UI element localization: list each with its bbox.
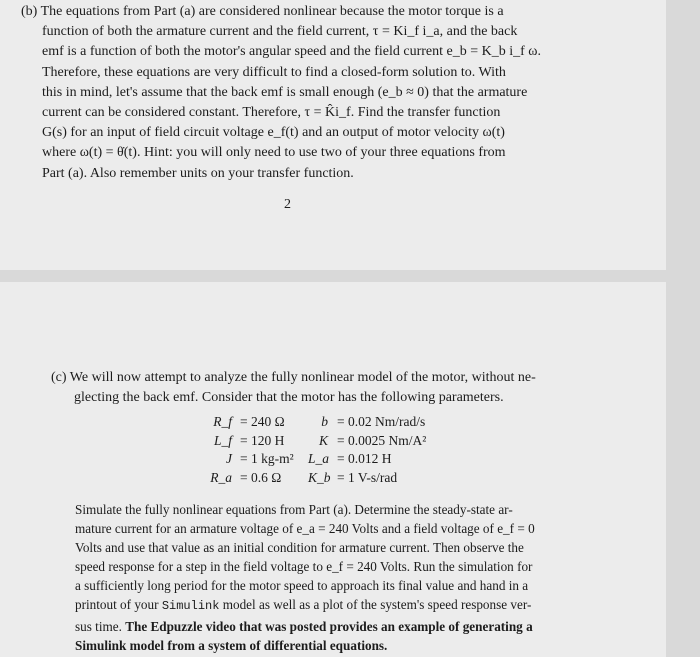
param-symbol: K_b: [308, 469, 331, 485]
part-b-line-7: G(s) for an input of field circuit voltage e_f(t) and an output of motor velocity ω(t): [42, 125, 505, 141]
simulink-code-word: Simulink: [161, 599, 220, 614]
param-symbol: J: [226, 451, 232, 466]
sim-line-3: Volts and use that value as an initial condition for armature current. Then observe the: [75, 540, 524, 556]
part-b-line-5: this in mind, let's assume that the back emf is small enough (e_b ≈ 0) that the armature: [42, 84, 528, 100]
param-value: = 1 V-s/rad: [337, 469, 398, 485]
sim-line-6: [75, 595, 587, 616]
part-c-simulation-text: [75, 500, 587, 655]
param-symbol: b: [321, 414, 328, 429]
part-c-intro-line-2: glecting the back emf. Consider that the motor has the following parameters.: [74, 390, 504, 406]
part-b-line-4: Therefore, these equations are very difficult to find a closed-form solution to. With: [42, 64, 506, 80]
param-value: = 0.0025 Nm/A²: [337, 432, 427, 448]
part-b-line-8: where ω(t) = θ̇(t). Hint: you will only need to use two of your three equations from: [42, 145, 506, 161]
param-value: = 240 Ω: [240, 414, 285, 429]
sim-line-6-end: model as well as a plot of the system's speed response ver-: [219, 597, 532, 613]
param-value: = 0.02 Nm/rad/s: [337, 414, 426, 429]
param-symbol: R_f: [213, 414, 232, 429]
part-b-line-9: Part (a). Also remember units on your transfer function.: [42, 165, 354, 181]
sim-line-6-start: printout of your: [75, 597, 162, 613]
param-symbol: K: [318, 432, 328, 448]
part-b-line-1: (b) The equations from Part (a) are considered nonlinear because the motor torque is a: [21, 4, 504, 19]
sim-line-7: [75, 617, 587, 636]
part-b-line-2: function of both the armature current and the field current, τ = Ki_f i_a, and the back: [42, 24, 518, 40]
sim-line-2: mature current for an armature voltage of e_a = 240 Volts and a field voltage of e_f = 0: [75, 521, 535, 537]
param-value: = 0.012 H: [337, 451, 392, 466]
sim-line-8: Simulink model from a system of differential equations.: [75, 637, 388, 653]
sim-line-5: a sufficiently long period for the motor speed to approach its final value and hand in a: [75, 578, 529, 594]
sim-line-1: Simulate the fully nonlinear equations from Part (a). Determine the steady-state ar-: [75, 502, 513, 517]
sim-line-4: speed response for a step in the field voltage to e_f = 240 Volts. Run the simulation for: [75, 559, 533, 575]
param-symbol: L_a: [308, 451, 330, 466]
param-value: = 1 kg-m²: [240, 451, 294, 466]
part-c-intro: [51, 368, 591, 408]
part-b-line-3: emf is a function of both the motor's angular speed and the field current e_b = K_b i_f ω.: [42, 44, 541, 60]
edpuzzle-note: The Edpuzzle video that was posted provides an example of generating a: [125, 618, 533, 634]
param-symbol: L_f: [213, 432, 232, 448]
param-value: = 0.6 Ω: [240, 469, 282, 485]
param-symbol: R_a: [210, 469, 232, 485]
part-c-intro-line-1: (c) We will now attempt to analyze the fully nonlinear model of the motor, without ne-: [51, 370, 536, 385]
part-b-line-6: current can be considered constant. Therefore, τ = K̂i_f. Find the transfer function: [42, 105, 501, 121]
page-number: 2: [284, 197, 291, 212]
part-b-text: [21, 2, 642, 184]
param-value: = 120 H: [240, 432, 285, 448]
sim-line-7-start: sus time.: [75, 618, 126, 634]
